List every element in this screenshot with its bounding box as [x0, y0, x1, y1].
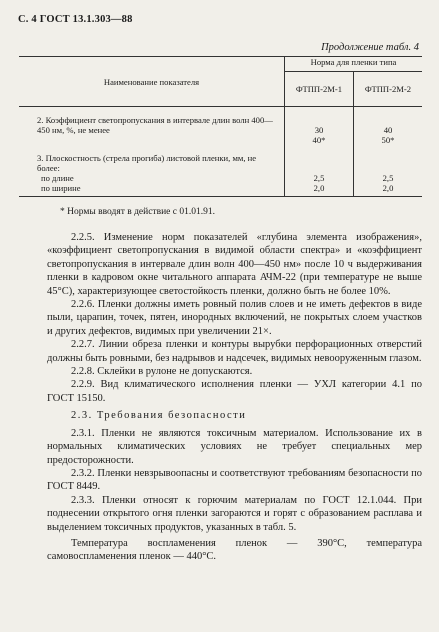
table-row [19, 183, 422, 197]
col-name-header: Наименование показателя [19, 57, 285, 107]
row-value-b: 40 [383, 125, 393, 135]
row-value-a: 40* [285, 135, 354, 145]
paragraph: 2.3.2. Пленки невзрывоопасны и соответствуют требованиям безопасности по ГОСТ 8449. [47, 467, 422, 493]
paragraph: 2.2.6. Пленки должны иметь ровный полив слоев и не иметь дефектов в виде пыли, царапин, точек, пятен, инородных включений, не покрытых слоем участков и других дефектов, видимых при увеличении 21×. [47, 299, 422, 337]
row-value-b [354, 153, 423, 173]
row-name: 3. Плоскостность (стрела прогиба) листовой пленки, мм, не более: [19, 153, 285, 173]
row-value-a: 2,0 [285, 183, 354, 197]
row-value-b: 50* [381, 135, 395, 145]
spec-table [19, 56, 422, 197]
body-text [47, 231, 422, 564]
norm-group-header: Норма для пленки типа [285, 57, 423, 72]
page-header: С. 4 ГОСТ 13.1.303—88 [18, 14, 133, 25]
col-a-header: ФТПП-2М-1 [285, 72, 354, 107]
footnote: * Нормы вводят в действие с 01.01.91. [60, 207, 215, 217]
paragraph: Температура воспламенения пленок — 390°С, температура самовоспламенения пленок — 440°С. [47, 537, 422, 563]
table-row [19, 173, 422, 183]
table-row [19, 115, 422, 135]
col-b-header: ФТПП-2М-2 [354, 72, 423, 107]
table-row [19, 153, 422, 173]
table-row [19, 135, 422, 145]
paragraph: 2.3.1. Пленки не являются токсичным материалом. Использование их в нормальных климатических условиях не требует специальных мер предосторожности. [47, 427, 422, 466]
row-name [19, 135, 285, 145]
row-value-a: 30 [285, 115, 354, 135]
row-name: по ширине [19, 183, 285, 197]
row-value-b: 2,0 [354, 183, 423, 197]
paragraph: 2.2.7. Линии обреза пленки и контуры вырубки перфорационных отверстий должны быть ровными, без надрывов и надсечек, видимых невооруженным глазом. [47, 339, 422, 364]
row-value-b: 2,5 [382, 173, 394, 183]
row-name: по длине [19, 173, 285, 183]
paragraph: 2.2.8. Склейки в рулоне не допускаются. [71, 366, 253, 378]
row-value-a [285, 153, 354, 173]
row-value-a: 2,5 [285, 173, 354, 183]
paragraph: 2.2.9. Вид климатического исполнения пленки — УХЛ категории 4.1 по ГОСТ 15150. [47, 379, 422, 404]
paragraph: 2.3.3. Пленки относят к горючим материалам по ГОСТ 12.1.044. При поднесении открытого огня пленки загораются и горят с образованием расплава и выделением токсичных продуктов, указанных в табл. 5. [47, 494, 422, 533]
row-name: 2. Коэффициент светопропускания в интервале длин волн 400—450 нм, %, не менее [19, 115, 285, 135]
paragraph: 2.2.5. Изменение норм показателей «глубина элемента изображения», «коэффициент светопропускания в видимой области спектра» и «коэффициент светопропускания в интервале длин волн 400—450 нм» после 10 ч выдерживания пленки в кадровом окне читального аппарата АЧМ-22 (при температуре не выше 45°С), характеризующее светостойкость пленки, должно быть не более 10%. [47, 232, 422, 297]
table-continuation-label: Продолжение табл. 4 [321, 42, 419, 53]
section-heading: 2.3. Требования безопасности [71, 410, 247, 422]
